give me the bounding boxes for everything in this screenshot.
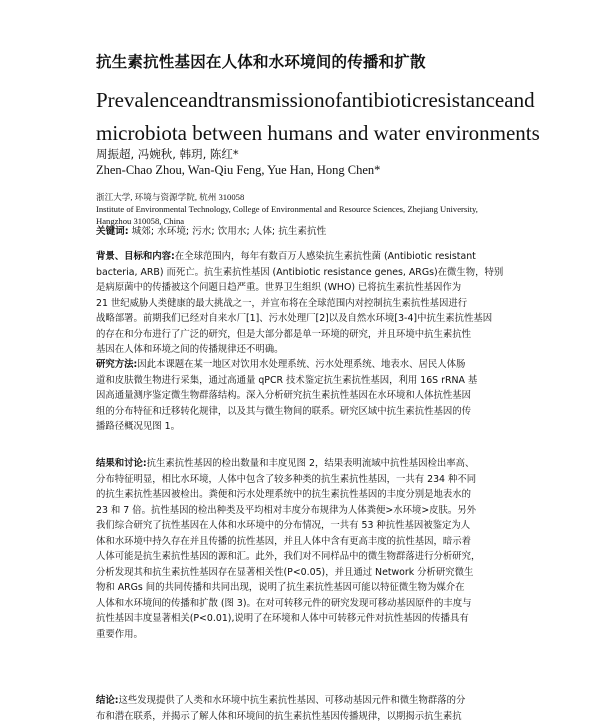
text-line: 重要作用。 (96, 628, 143, 640)
affiliation-line: Hangzhou 310058, China (96, 216, 185, 226)
text-line: 分布特征明显，相比水环境，人体中包含了较多种类的抗生素抗性基因，一共有 234 种不同 (96, 473, 477, 485)
section-label: 研究方法: (96, 359, 138, 370)
text-line: bacteria, ARB) 而死亡。抗生素抗性基因 (Antibiotic resistance genes, ARGs)在微生物，特别 (96, 266, 504, 278)
text-line: 战略部署。前期我们已经对自来水厂[1]、污水处理厂[2]以及自然水环境[3-4]中抗生素抗性基因 (96, 313, 493, 324)
authors-chinese: 周振超, 冯婉秋, 韩玥, 陈红* (96, 147, 239, 161)
section-methods (96, 357, 508, 435)
authors-english: Zhen-Chao Zhou, Wan-Qiu Feng, Yue Han, Hong Chen* (96, 163, 381, 177)
title-word: and (504, 88, 535, 112)
keywords-text: 城郊; 水环境; 污水; 饮用水; 人体; 抗生素抗性 (128, 226, 327, 237)
text-line: 背景、目标和内容:在全球范围内，每年有数百万人感染抗生素抗性菌 (Antibiotic resistant (96, 251, 476, 262)
title-chinese: 抗生素抗性基因在人体和水环境间的传播和扩散 (96, 53, 426, 71)
text-line: 结果和讨论:抗生素抗性基因的检出数量和丰度见图 2，结果表明流域中抗性基因检出率高、 (96, 458, 475, 469)
text-line: 因高通量测序鉴定微生物群落结构。深入分析研究抗生素抗性基因在水环境和人体抗性基因 (96, 390, 472, 401)
title-english-line1 (96, 88, 535, 113)
affiliation-line: 浙江大学, 环境与资源学院, 杭州 310058 (96, 192, 245, 202)
affiliation (96, 191, 508, 227)
text-line: 物和 ARGs 间的共同传播和共同出现，说明了抗生素抗性基因可能以特征微生物为媒介在 (96, 582, 465, 593)
text-line: 21 世纪威胁人类健康的最大挑战之一，并宣布将在全球范围内对控制抗生素抗性基因进行 (96, 297, 468, 309)
text-line: 人体和水环境间的传播和扩散 (图 3)。在对可转移元件的研究发现可移动基因原件的丰度与 (96, 597, 472, 609)
text-line: 结论:这些发现提供了人类和水环境中抗生素抗性基因、可移动基因元件和微生物群落的分 (96, 695, 466, 706)
section-label: 结论: (96, 695, 119, 706)
keywords-label: 关键词: (96, 226, 129, 237)
text-line: 抗性基因丰度显著相关(P<0.01),说明了在环境和人体中可转移元件对抗性基因的传播具有 (96, 613, 469, 624)
text-line: 的存在和分布进行了广泛的研究，但是大部分都是单一环境的研究，并且环境中抗生素抗性 (96, 328, 472, 340)
section-results (96, 456, 508, 642)
title-english-line2: microbiota between humans and water environments (96, 121, 540, 145)
text-line: 研究方法:因此本课题在某一地区对饮用水处理系统、污水处理系统、地表水、居民人体肠 (96, 359, 466, 370)
section-conclusion (96, 693, 508, 724)
text-line: 组的分布特征和迁移转化规律，以及其与微生物间的联系。研究区域中抗生素抗性基因的传 (96, 405, 472, 417)
title-word: of (324, 88, 343, 112)
text-line: 播路径概况见图 1。 (96, 421, 180, 432)
section-background (96, 249, 508, 358)
title-word: antibiotic (342, 88, 422, 112)
section-label: 结果和讨论: (96, 458, 147, 469)
text-line: 道和皮肤微生物进行采集，通过高通量 qPCR 技术鉴定抗生素抗性基因，利用 16S rRNA 基 (96, 374, 478, 386)
text-line: 23 和 7 倍。抗性基因的检出种类及平均相对丰度分布规律为人体粪便>水环境>皮肤。另外 (96, 504, 477, 516)
text-line: 的抗生素抗性基因被检出。粪便和污水处理系统中的抗生素抗性基因的丰度分别是地表水的 (96, 489, 472, 500)
affiliation-line: Institute of Environmental Technology, College of Environmental and Resource Sciences, Zhejiang University, (96, 204, 478, 214)
title-word: transmission (218, 88, 325, 112)
title-word: resistance (421, 88, 505, 112)
text-line: 分析发现其和抗生素抗性基因存在显著相关性(P<0.05)，并且通过 Network 分析研究微生 (96, 566, 474, 578)
text-line: 人体可能是抗生素抗性基因的源和汇。此外，我们对不同样品中的微生物群落进行分析研究， (96, 551, 481, 562)
title-word: and (188, 88, 219, 112)
section-label: 背景、目标和内容: (96, 251, 175, 262)
keywords (96, 223, 326, 237)
text-line: 布和潜在联系，并揭示了解人体和环境间的抗生素抗性基因传播规律，以期揭示抗生素抗 (96, 710, 462, 722)
text-line: 基因在人体和环境之间的传播规律还不明确。 (96, 344, 284, 355)
text-line: 体和水环境中持久存在并且传播的抗性基因，并且人体中含有更高丰度的抗性基因，暗示着 (96, 535, 472, 547)
text-line: 是病原菌中的传播被这个问题日趋严重。世界卫生组织 (WHO) 已将抗生素抗性基因作为 (96, 282, 462, 293)
title-word: Prevalence (96, 88, 189, 112)
text-line: 我们综合研究了抗性基因在人体和水环境中的分布情况，一共有 53 种抗性基因被鉴定为人 (96, 520, 471, 531)
